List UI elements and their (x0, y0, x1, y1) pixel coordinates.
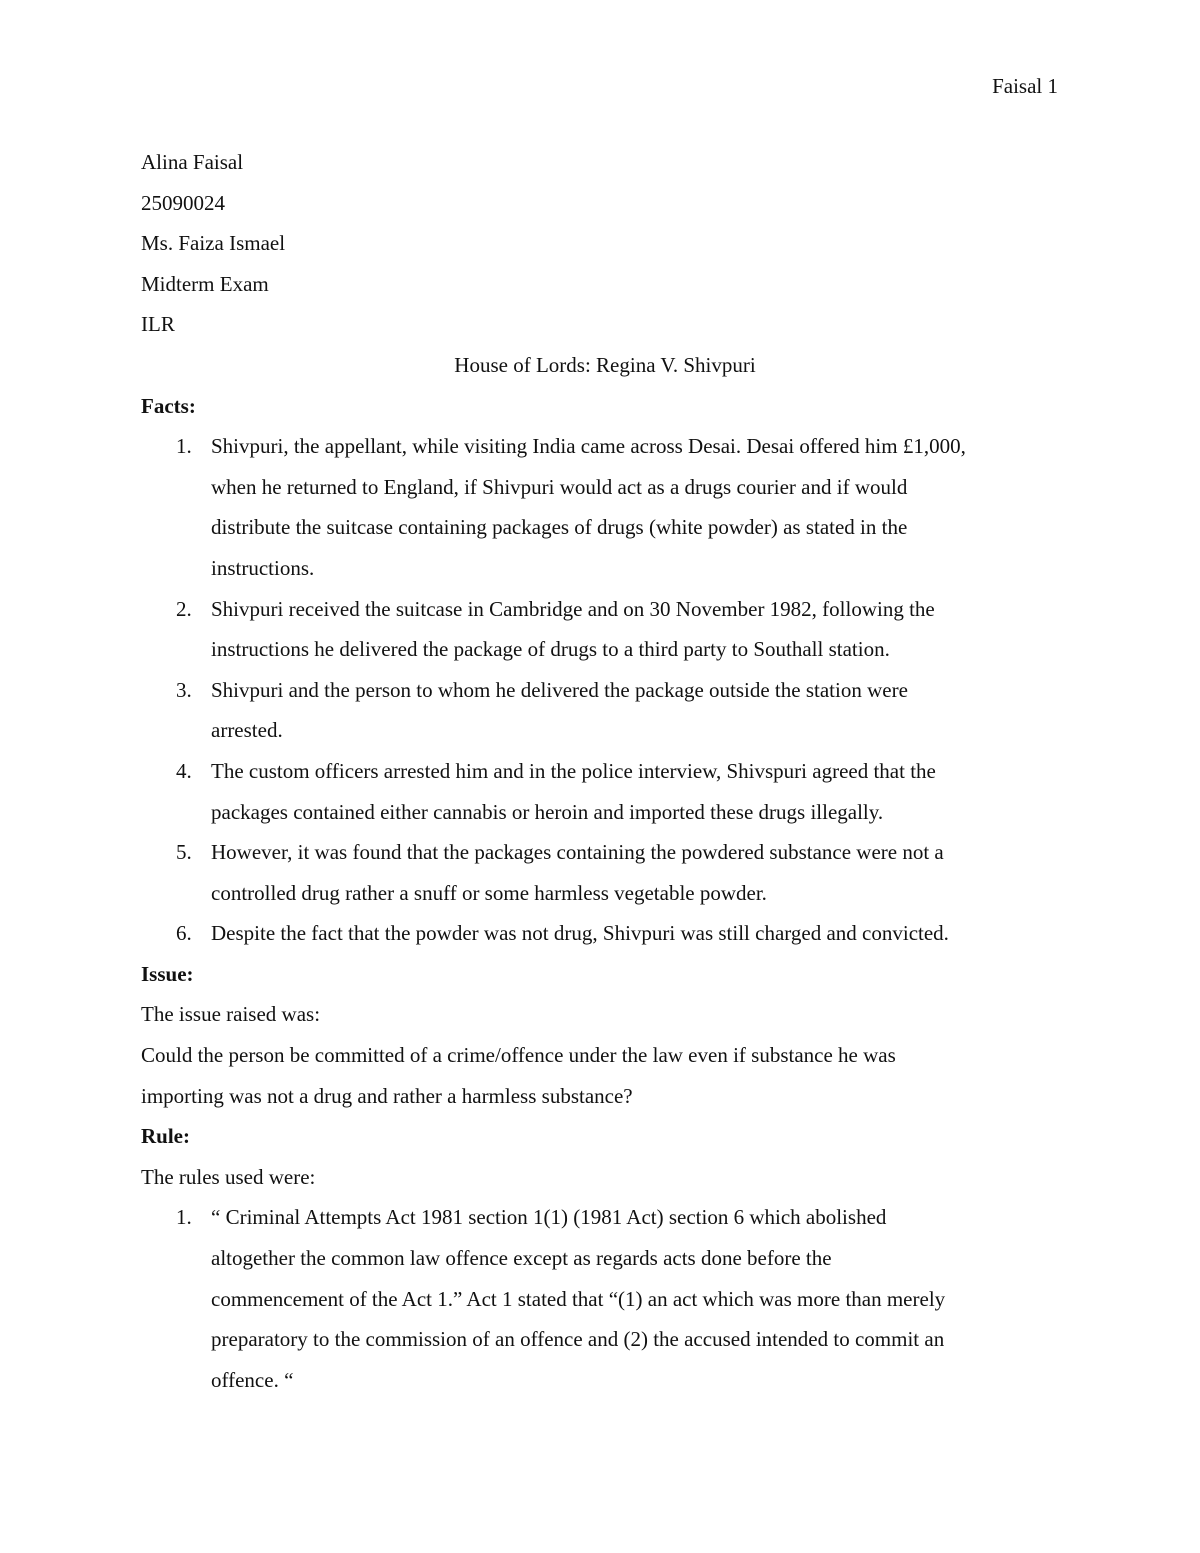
list-item-line: arrested. (211, 718, 283, 743)
list-item-line: “ Criminal Attempts Act 1981 section 1(1) (1981 Act) section 6 which abolished (211, 1205, 887, 1230)
list-item-line: altogether the common law offence except as regards acts done before the (211, 1246, 832, 1271)
list-item-line: preparatory to the commission of an offence and (2) the accused intended to commit an (211, 1327, 945, 1352)
list-item-line: Shivpuri and the person to whom he delivered the package outside the station were (211, 677, 908, 702)
document-title: House of Lords: Regina V. Shivpuri (454, 352, 756, 377)
list-item-line: offence. “ (211, 1367, 294, 1392)
list-item-line: Despite the fact that the powder was not drug, Shivpuri was still charged and convicted. (211, 921, 949, 946)
list-item-line: controlled drug rather a snuff or some harmless vegetable powder. (211, 880, 767, 905)
facts-list-item (141, 751, 1061, 832)
list-number: 1. (176, 1205, 192, 1230)
document-body (141, 142, 1061, 1400)
rule-list (141, 1197, 1061, 1400)
list-item-line: Shivpuri, the appellant, while visiting India came across Desai. Desai offered him £1,000, (211, 434, 966, 459)
facts-list-item (141, 913, 1061, 954)
list-item-line: when he returned to England, if Shivpuri would act as a drugs courier and if would (211, 474, 908, 499)
issue-intro: The issue raised was: (141, 1002, 321, 1027)
list-item-line: instructions. (211, 555, 315, 580)
course-name: ILR (141, 312, 175, 337)
list-item-line: distribute the suitcase containing packages of drugs (white powder) as stated in the (211, 515, 908, 540)
running-head: Faisal 1 (992, 74, 1058, 98)
issue-text-line: Could the person be committed of a crime/offence under the law even if substance he was (141, 1043, 896, 1068)
rule-intro: The rules used were: (141, 1164, 316, 1189)
instructor-name: Ms. Faiza Ismael (141, 231, 286, 256)
list-number: 4. (176, 758, 192, 783)
list-item-line: Shivpuri received the suitcase in Cambridge and on 30 November 1982, following the (211, 596, 935, 621)
list-item-line: However, it was found that the packages containing the powdered substance were not a (211, 840, 944, 865)
rule-list-item (141, 1197, 1061, 1400)
facts-list-item (141, 426, 1061, 588)
list-item-line: packages contained either cannabis or heroin and imported these drugs illegally. (211, 799, 884, 824)
facts-list-item (141, 589, 1061, 670)
list-number: 5. (176, 840, 192, 865)
student-name: Alina Faisal (141, 150, 244, 174)
facts-list-item (141, 670, 1061, 751)
issue-heading: Issue: (141, 961, 194, 986)
student-id: 25090024 (141, 190, 225, 215)
list-item-line: The custom officers arrested him and in the police interview, Shivspuri agreed that the (211, 758, 936, 783)
assignment-name: Midterm Exam (141, 271, 269, 296)
facts-heading: Facts: (141, 393, 196, 418)
list-item-line: commencement of the Act 1.” Act 1 stated that “(1) an act which was more than merely (211, 1286, 946, 1311)
list-item-line: instructions he delivered the package of drugs to a third party to Southall station. (211, 637, 890, 662)
issue-text-line: importing was not a drug and rather a harmless substance? (141, 1083, 633, 1108)
list-number: 6. (176, 921, 192, 946)
rule-heading: Rule: (141, 1124, 190, 1149)
facts-list (141, 426, 1061, 954)
list-number: 3. (176, 677, 192, 702)
list-number: 1. (176, 434, 192, 459)
list-number: 2. (176, 596, 192, 621)
facts-list-item (141, 832, 1061, 913)
